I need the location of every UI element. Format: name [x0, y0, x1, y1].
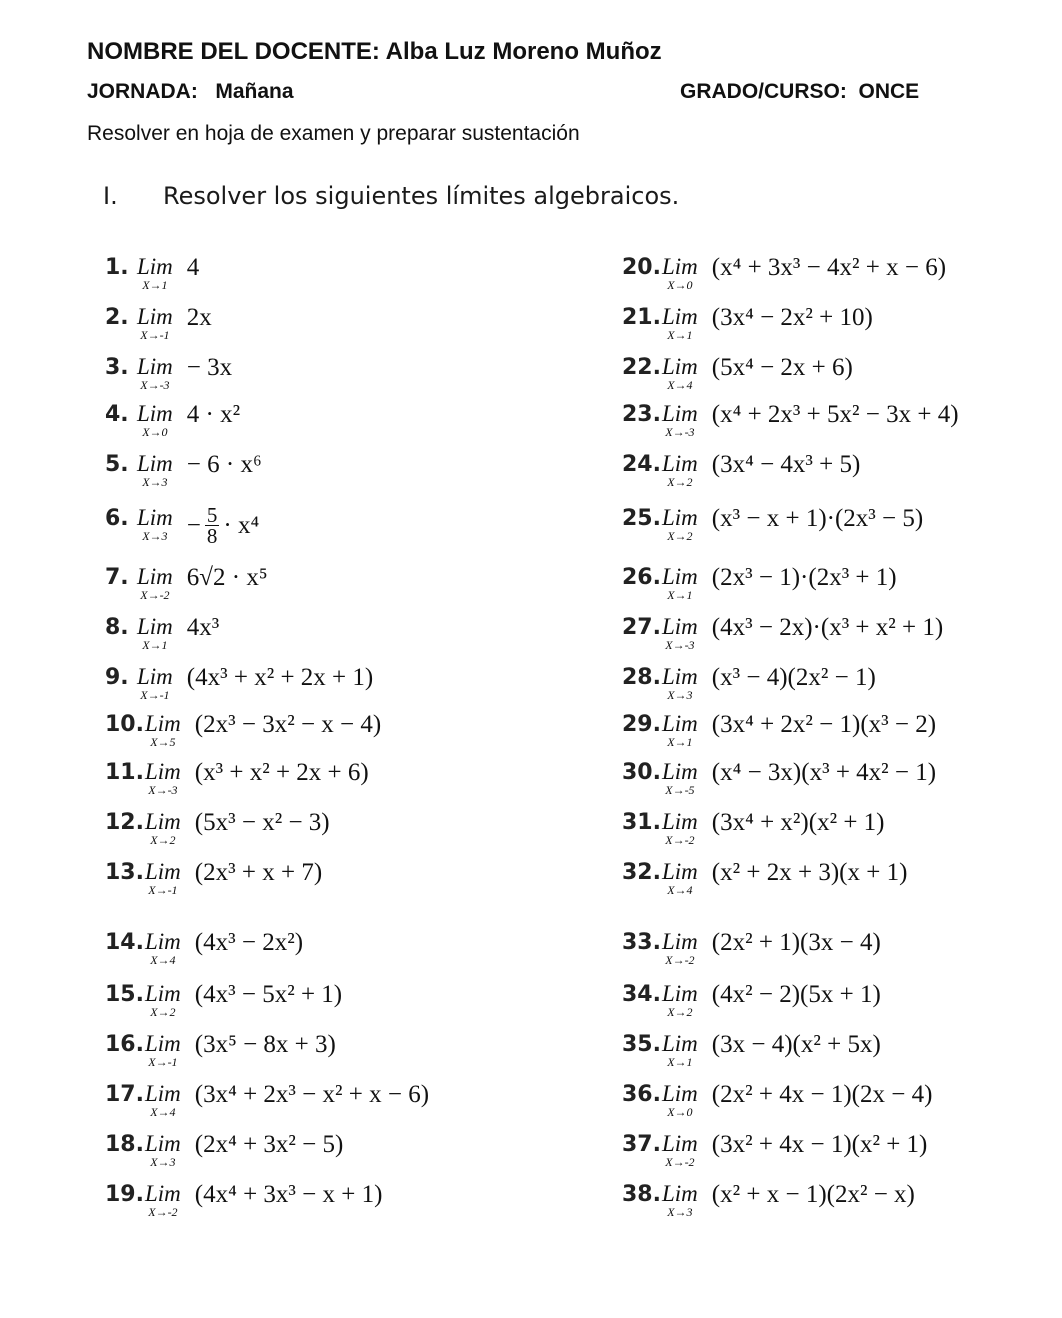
lim-label: Lim — [145, 1081, 181, 1106]
exercise-number: 9. — [105, 665, 129, 690]
limit-expression — [195, 1181, 383, 1209]
limit-expression — [187, 354, 232, 382]
limit-expression — [712, 711, 936, 739]
exercise-number: 32. — [622, 860, 661, 885]
limit-operator — [145, 711, 181, 748]
limit-approach: X→3 — [150, 1155, 176, 1169]
limit-approach: X→1 — [142, 638, 168, 652]
exercise-number: 29. — [622, 712, 661, 737]
limit-operator — [662, 564, 698, 601]
exercise-item — [105, 1181, 382, 1218]
lim-label: Lim — [137, 564, 173, 589]
lim-label: Lim — [662, 614, 698, 639]
expression-text: (5x⁴ − 2x + 6) — [711, 354, 853, 381]
exercise-number: 23. — [622, 402, 661, 427]
limit-approach: X→2 — [667, 529, 693, 543]
expression-text: (4x³ − 2x)·(x³ + x² + 1) — [711, 614, 944, 641]
exercise-item — [622, 1081, 932, 1118]
exercise-number: 6. — [105, 506, 129, 531]
exercise-item — [622, 1181, 915, 1218]
limit-approach: X→4 — [667, 883, 693, 897]
limit-operator — [137, 614, 173, 651]
exercise-number: 35. — [622, 1032, 661, 1057]
expression-text: (3x⁵ − 8x + 3) — [194, 1031, 336, 1058]
exercise-number: 22. — [622, 355, 661, 380]
expression-text: (x⁴ + 2x³ + 5x² − 3x + 4) — [711, 401, 959, 428]
fraction — [205, 505, 220, 546]
expression-text: − 3x — [186, 354, 233, 381]
limit-operator — [145, 1181, 181, 1218]
limit-expression — [712, 254, 946, 282]
limit-operator — [662, 1031, 698, 1068]
expression-text: (x⁴ − 3x)(x³ + 4x² − 1) — [711, 759, 937, 786]
lim-label: Lim — [145, 1181, 181, 1206]
lim-label: Lim — [145, 809, 181, 834]
limit-approach: X→0 — [667, 1105, 693, 1119]
exercise-number: 15. — [105, 982, 144, 1007]
exercise-number: 30. — [622, 760, 661, 785]
limit-operator — [145, 809, 181, 846]
lim-label: Lim — [145, 859, 181, 884]
exercise-number: 10. — [105, 712, 144, 737]
limit-approach: X→3 — [142, 529, 168, 543]
limit-operator — [662, 505, 698, 542]
grado-curso-label: GRADO/CURSO: ONCE — [680, 80, 920, 103]
limit-approach: X→-1 — [148, 1055, 178, 1069]
exercise-number: 11. — [105, 760, 144, 785]
limit-expression — [187, 254, 200, 282]
limit-approach: X→-3 — [665, 425, 695, 439]
lim-label: Lim — [145, 929, 181, 954]
limit-operator — [137, 505, 173, 542]
limit-approach: X→3 — [667, 688, 693, 702]
limit-expression — [195, 711, 381, 739]
limit-expression — [712, 929, 881, 957]
limit-approach: X→3 — [667, 1205, 693, 1219]
exercise-number: 3. — [105, 355, 129, 380]
expression-text: (4x² − 2)(5x + 1) — [711, 981, 881, 1008]
exercise-item — [622, 254, 946, 291]
limit-expression — [712, 1031, 881, 1059]
expression-text: (x⁴ + 3x³ − 4x² + x − 6) — [711, 254, 947, 281]
lim-label: Lim — [662, 1031, 698, 1056]
expression-text: (3x⁴ + 2x² − 1)(x³ − 2) — [711, 711, 937, 738]
expression-text: (4x³ − 2x²) — [194, 929, 304, 956]
limit-operator — [662, 664, 698, 701]
limit-expression — [712, 664, 876, 692]
exercise-item — [622, 614, 943, 651]
lim-label: Lim — [145, 1131, 181, 1156]
exercise-number: 33. — [622, 930, 661, 955]
lim-label: Lim — [662, 711, 698, 736]
lim-label: Lim — [662, 401, 698, 426]
lim-label: Lim — [145, 711, 181, 736]
lim-label: Lim — [662, 505, 698, 530]
limit-operator — [662, 614, 698, 651]
exercise-number: 13. — [105, 860, 144, 885]
exercise-item — [622, 401, 959, 438]
lim-label: Lim — [137, 401, 173, 426]
limit-operator — [662, 401, 698, 438]
limit-approach: X→1 — [667, 735, 693, 749]
limit-approach: X→-3 — [140, 378, 170, 392]
exercise-number: 34. — [622, 982, 661, 1007]
limit-expression — [712, 1181, 915, 1209]
limit-expression — [195, 809, 330, 837]
exercise-number: 37. — [622, 1132, 661, 1157]
limit-operator — [145, 759, 181, 796]
limit-operator — [662, 929, 698, 966]
expression-text: (3x⁴ + x²)(x² + 1) — [711, 809, 885, 836]
limit-expression — [712, 1081, 933, 1109]
jornada-label: JORNADA: Mañana — [87, 80, 294, 103]
limit-approach: X→-1 — [148, 883, 178, 897]
exercise-number: 4. — [105, 402, 129, 427]
exercise-item — [622, 354, 853, 391]
exercise-item — [105, 664, 373, 701]
limit-operator — [662, 254, 698, 291]
lim-label: Lim — [145, 981, 181, 1006]
exercise-item — [622, 1131, 927, 1168]
lim-label: Lim — [662, 451, 698, 476]
exercise-number: 24. — [622, 452, 661, 477]
expression-text: − 6 · x⁶ — [186, 451, 262, 478]
limit-approach: X→1 — [142, 278, 168, 292]
lim-label: Lim — [137, 614, 173, 639]
limit-operator — [662, 981, 698, 1018]
expression-text: 4x³ — [186, 614, 220, 641]
limit-operator — [662, 354, 698, 391]
limit-operator — [145, 1031, 181, 1068]
exercise-item — [622, 505, 923, 542]
expression-text: 2x — [186, 304, 212, 331]
section-heading — [103, 182, 679, 210]
limit-expression — [187, 451, 262, 479]
limit-operator — [662, 1181, 698, 1218]
limit-operator — [662, 1131, 698, 1168]
exercise-item — [622, 929, 881, 966]
exercise-item — [105, 401, 240, 438]
lim-label: Lim — [662, 354, 698, 379]
exercise-number: 18. — [105, 1132, 144, 1157]
expression-text: (x² + 2x + 3)(x + 1) — [711, 859, 908, 886]
exercise-item — [622, 981, 881, 1018]
limit-operator — [145, 1131, 181, 1168]
exercise-item — [105, 505, 259, 546]
limit-expression — [187, 505, 259, 546]
teacher-name: NOMBRE DEL DOCENTE: Alba Luz Moreno Muñoz — [87, 38, 662, 65]
limit-approach: X→0 — [667, 278, 693, 292]
exercise-item — [105, 304, 212, 341]
lim-label: Lim — [145, 759, 181, 784]
limit-expression — [712, 981, 881, 1009]
lim-label: Lim — [662, 759, 698, 784]
exercise-number: 28. — [622, 665, 661, 690]
exercise-number: 5. — [105, 452, 129, 477]
exercise-item — [105, 711, 381, 748]
expression-text: (5x³ − x² − 3) — [194, 809, 330, 836]
exercise-number: 17. — [105, 1082, 144, 1107]
exercise-number: 8. — [105, 615, 129, 640]
limit-expression — [195, 1131, 344, 1159]
exercise-item — [105, 1031, 336, 1068]
exercise-number: 14. — [105, 930, 144, 955]
exercise-item — [105, 564, 268, 601]
expression-text: (4x³ − 5x² + 1) — [194, 981, 343, 1008]
limit-operator — [137, 304, 173, 341]
exercise-item — [622, 711, 936, 748]
limit-expression — [712, 304, 873, 332]
exercise-item — [105, 809, 330, 846]
lim-label: Lim — [662, 981, 698, 1006]
exercise-item — [105, 254, 199, 291]
expression-text: 6√2 · x⁵ — [186, 564, 268, 591]
expression-text: (x² + x − 1)(2x² − x) — [711, 1181, 915, 1208]
expression-text: (3x⁴ + 2x³ − x² + x − 6) — [194, 1081, 430, 1108]
exercise-number: 36. — [622, 1082, 661, 1107]
limit-approach: X→2 — [667, 475, 693, 489]
lim-label: Lim — [145, 1031, 181, 1056]
exercise-number: 12. — [105, 810, 144, 835]
limit-approach: X→2 — [667, 1005, 693, 1019]
exercise-number: 31. — [622, 810, 661, 835]
expression-text: (2x⁴ + 3x² − 5) — [194, 1131, 344, 1158]
exercise-item — [105, 981, 342, 1018]
limit-approach: X→2 — [150, 1005, 176, 1019]
expression-text: (3x² + 4x − 1)(x² + 1) — [711, 1131, 928, 1158]
exercise-item — [105, 614, 219, 651]
lim-label: Lim — [137, 304, 173, 329]
expression-text: (x³ − x + 1)·(2x³ − 5) — [711, 505, 924, 532]
limit-approach: X→1 — [667, 1055, 693, 1069]
exercise-item — [105, 451, 262, 488]
limit-approach: X→4 — [150, 1105, 176, 1119]
lim-label: Lim — [662, 1181, 698, 1206]
limit-expression — [712, 759, 936, 787]
limit-expression — [712, 354, 853, 382]
exercise-number: 2. — [105, 305, 129, 330]
expression-text: (4x⁴ + 3x³ − x + 1) — [194, 1181, 383, 1208]
limit-operator — [137, 354, 173, 391]
limit-operator — [137, 564, 173, 601]
section-number: I. — [103, 182, 118, 210]
limit-approach: X→-2 — [665, 953, 695, 967]
limit-operator — [137, 664, 173, 701]
limit-approach: X→3 — [142, 475, 168, 489]
limit-approach: X→-1 — [140, 328, 170, 342]
exercise-item — [622, 809, 885, 846]
limit-expression — [712, 809, 885, 837]
exercise-item — [105, 354, 232, 391]
exercise-item — [622, 859, 907, 896]
limit-expression — [712, 401, 959, 429]
instructions: Resolver en hoja de examen y preparar sustentación — [87, 122, 580, 145]
limit-approach: X→5 — [150, 735, 176, 749]
limit-approach: X→1 — [667, 328, 693, 342]
lim-label: Lim — [137, 254, 173, 279]
limit-expression — [195, 981, 342, 1009]
limit-expression — [195, 759, 369, 787]
limit-operator — [662, 451, 698, 488]
exercise-number: 26. — [622, 565, 661, 590]
limit-expression — [195, 859, 322, 887]
expression-text: (2x² + 4x − 1)(2x − 4) — [711, 1081, 933, 1108]
limit-approach: X→-2 — [665, 833, 695, 847]
limit-expression — [712, 614, 943, 642]
lim-label: Lim — [662, 809, 698, 834]
exercise-number: 7. — [105, 565, 129, 590]
limit-operator — [145, 929, 181, 966]
limit-approach: X→4 — [150, 953, 176, 967]
limit-approach: X→-2 — [665, 1155, 695, 1169]
limit-expression — [195, 929, 303, 957]
limit-approach: X→0 — [142, 425, 168, 439]
exercise-number: 27. — [622, 615, 661, 640]
lim-label: Lim — [662, 859, 698, 884]
lim-label: Lim — [137, 664, 173, 689]
limit-expression — [187, 401, 240, 429]
limit-operator — [145, 1081, 181, 1118]
limit-operator — [137, 451, 173, 488]
limit-operator — [662, 304, 698, 341]
exercise-item — [622, 451, 860, 488]
exercise-number: 25. — [622, 506, 661, 531]
limit-operator — [662, 859, 698, 896]
lim-label: Lim — [662, 1081, 698, 1106]
limit-approach: X→4 — [667, 378, 693, 392]
fraction-numerator: 5 — [206, 503, 218, 527]
exercise-item — [105, 929, 303, 966]
exercise-item — [622, 759, 936, 796]
expression-text: (3x⁴ − 4x³ + 5) — [711, 451, 861, 478]
limit-operator — [662, 809, 698, 846]
exercise-item — [105, 859, 322, 896]
lim-label: Lim — [662, 564, 698, 589]
limit-expression — [712, 859, 908, 887]
limit-expression — [712, 451, 861, 479]
limit-expression — [187, 564, 268, 592]
expression-text: · x⁴ — [223, 511, 260, 539]
exercise-number: 19. — [105, 1182, 144, 1207]
exercise-item — [622, 664, 876, 701]
limit-expression — [195, 1031, 336, 1059]
lim-label: Lim — [662, 254, 698, 279]
lim-label: Lim — [137, 451, 173, 476]
exercise-number: 16. — [105, 1032, 144, 1057]
limit-expression — [187, 304, 212, 332]
limit-expression — [712, 505, 923, 533]
exercise-number: 1. — [105, 255, 129, 280]
limit-expression — [712, 1131, 928, 1159]
limit-approach: X→-3 — [148, 783, 178, 797]
exercise-item — [622, 1031, 881, 1068]
limit-operator — [137, 401, 173, 438]
limit-operator — [145, 981, 181, 1018]
lim-label: Lim — [137, 354, 173, 379]
limit-approach: X→-2 — [148, 1205, 178, 1219]
expression-text: (2x² + 1)(3x − 4) — [711, 929, 881, 956]
exercise-number: 21. — [622, 305, 661, 330]
expression-text: (2x³ − 3x² − x − 4) — [194, 711, 382, 738]
limit-operator — [137, 254, 173, 291]
exercise-item — [622, 564, 897, 601]
limit-operator — [662, 711, 698, 748]
limit-approach: X→-3 — [665, 638, 695, 652]
expression-text: (4x³ + x² + 2x + 1) — [186, 664, 374, 691]
lim-label: Lim — [662, 929, 698, 954]
limit-expression — [195, 1081, 429, 1109]
lim-label: Lim — [662, 304, 698, 329]
expression-text: (2x³ − 1)·(2x³ + 1) — [711, 564, 897, 591]
expression-text: (3x⁴ − 2x² + 10) — [711, 304, 873, 331]
expression-text: (3x − 4)(x² + 5x) — [711, 1031, 881, 1058]
limit-approach: X→1 — [667, 588, 693, 602]
lim-label: Lim — [662, 664, 698, 689]
exercise-number: 20. — [622, 255, 661, 280]
limit-expression — [187, 664, 373, 692]
expression-text: 4 · x² — [186, 401, 241, 428]
expression-sign: − — [186, 511, 201, 539]
limit-operator — [662, 759, 698, 796]
exercise-item — [105, 759, 369, 796]
expression-text: (x³ + x² + 2x + 6) — [194, 759, 369, 786]
expression-text: 4 — [186, 254, 200, 281]
lim-label: Lim — [137, 505, 173, 530]
exercise-item — [105, 1131, 343, 1168]
lim-label: Lim — [662, 1131, 698, 1156]
limit-expression — [712, 564, 897, 592]
limit-approach: X→-2 — [140, 588, 170, 602]
limit-operator — [662, 1081, 698, 1118]
fraction-denominator: 8 — [206, 524, 218, 548]
exercise-item — [105, 1081, 429, 1118]
expression-text: (2x³ + x + 7) — [194, 859, 323, 886]
section-title: Resolver los siguientes límites algebraicos. — [163, 182, 680, 210]
limit-approach: X→-1 — [140, 688, 170, 702]
exercise-item — [622, 304, 873, 341]
limit-expression — [187, 614, 220, 642]
expression-text: (x³ − 4)(2x² − 1) — [711, 664, 876, 691]
limit-approach: X→-5 — [665, 783, 695, 797]
exercise-number: 38. — [622, 1182, 661, 1207]
limit-approach: X→2 — [150, 833, 176, 847]
limit-operator — [145, 859, 181, 896]
